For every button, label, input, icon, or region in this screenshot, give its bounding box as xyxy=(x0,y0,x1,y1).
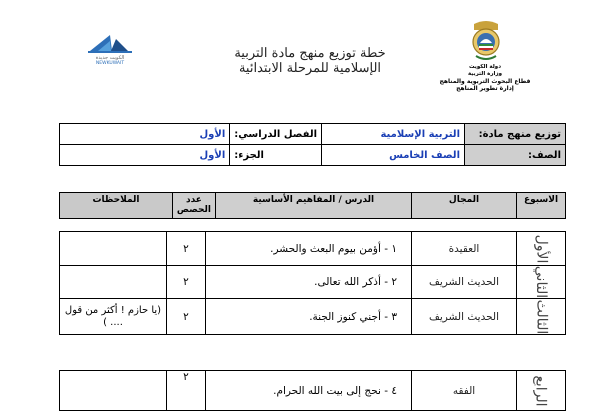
subject-value: التربية الإسلامية xyxy=(322,124,465,145)
periods-cell: ٢ xyxy=(167,266,206,299)
ministry-caption xyxy=(420,64,550,92)
lesson-cell: ١ - أؤمن بيوم البعث والحشر. xyxy=(206,232,412,266)
notes-cell xyxy=(60,232,167,266)
week-cell: الثاني xyxy=(517,266,566,299)
term-label: الفصل الدراسي: xyxy=(230,124,322,145)
lesson-cell: ٢ - أذكر الله تعالى. xyxy=(206,266,412,299)
document-title xyxy=(205,46,415,76)
kuwait-emblem-icon xyxy=(468,20,504,64)
week-cell: الرابع xyxy=(517,371,566,411)
table-row xyxy=(60,299,566,335)
table-row xyxy=(60,266,566,299)
svg-text:الكويت جديدة: الكويت جديدة xyxy=(95,55,125,61)
sector-name: قطاع البحوث التربوية والمناهج xyxy=(439,78,531,85)
term-value: الأول xyxy=(60,124,230,145)
part-label: الجزء: xyxy=(230,145,322,166)
lesson-cell: ٤ - نحج إلى بيت الله الحرام. xyxy=(206,371,412,411)
notes-cell xyxy=(60,371,167,411)
ministry-name: وزارة التربية xyxy=(467,71,503,77)
new-kuwait-logo xyxy=(84,31,138,65)
field-cell: الحديث الشريف xyxy=(412,266,517,299)
title-line-2: الإسلامية للمرحلة الابتدائية xyxy=(238,61,382,76)
week-cell: الأول xyxy=(517,232,566,266)
schedule-header xyxy=(59,192,566,219)
lesson-cell: ٣ - أجني كنوز الجنة. xyxy=(206,299,412,335)
field-column-header: المجال xyxy=(412,193,517,219)
grade-value: الصف الخامس xyxy=(322,145,465,166)
department-name: إدارة تطوير المناهج xyxy=(456,85,514,92)
ministry-state: دولة الكويت xyxy=(468,64,502,70)
part-value: الأول xyxy=(60,145,230,166)
notes-cell xyxy=(60,266,167,299)
schedule-rows xyxy=(59,231,566,335)
schedule-rows-continued xyxy=(59,370,566,411)
table-row xyxy=(60,232,566,266)
periods-cell: ٢ xyxy=(167,232,206,266)
svg-text:NEWKUWAIT: NEWKUWAIT xyxy=(95,61,125,65)
title-line-1: خطة توزيع منهج مادة التربية xyxy=(234,46,386,61)
field-cell: العقيدة xyxy=(412,232,517,266)
periods-cell: ٢ xyxy=(167,299,206,335)
week-cell: الثالث xyxy=(517,299,566,335)
periods-column-header: عدد الحصص xyxy=(172,193,215,219)
notes-column-header: الملاحظات xyxy=(60,193,173,219)
subject-label: توزيع منهج مادة: xyxy=(465,124,566,145)
grade-label: الصف: xyxy=(465,145,566,166)
plan-info-table xyxy=(59,123,566,166)
field-cell: الفقه xyxy=(412,371,517,411)
week-column-header: الاسبوع xyxy=(517,193,566,219)
field-cell: الحديث الشريف xyxy=(412,299,517,335)
lesson-column-header: الدرس / المفاهيم الأساسية xyxy=(216,193,412,219)
table-row xyxy=(60,371,566,411)
notes-cell: (يا حازم ! أكثر من قول .... ) xyxy=(60,299,167,335)
periods-cell: ٢ xyxy=(167,371,206,411)
